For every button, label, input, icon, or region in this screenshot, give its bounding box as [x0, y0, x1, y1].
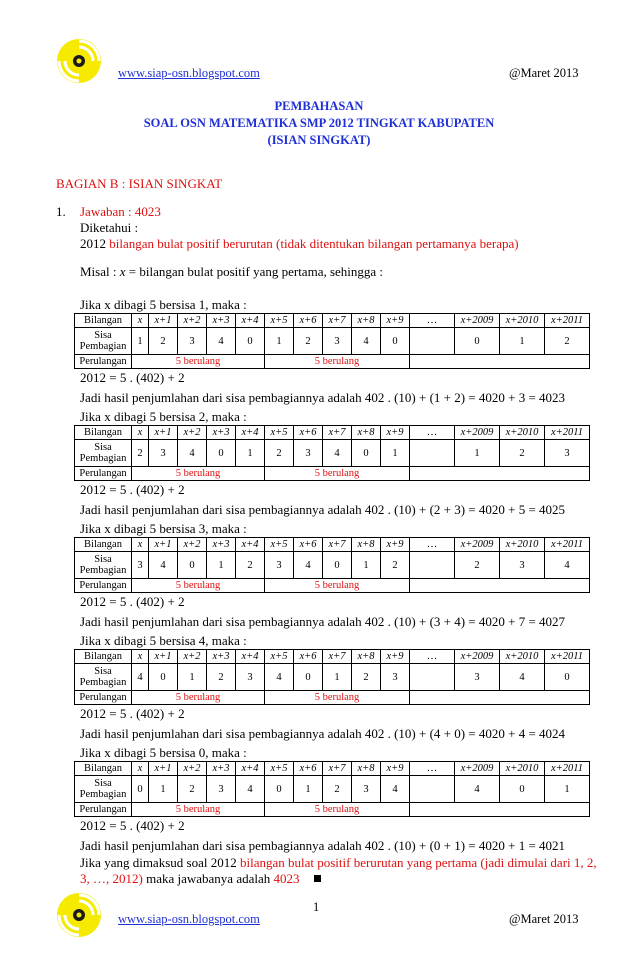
case-intro: Jika x dibagi 5 bersisa 1, maka :: [80, 297, 247, 312]
conclusion-line1: [80, 854, 597, 871]
section-heading: BAGIAN B : ISIAN SINGKAT: [56, 176, 223, 191]
repeat-empty: [410, 467, 590, 481]
table-header-cell: x+5: [265, 314, 294, 328]
remainder-cell: 0: [236, 328, 265, 355]
remainder-cell: 1: [149, 776, 178, 803]
table-row: [75, 691, 590, 705]
table-header-cell: x+2010: [500, 538, 545, 552]
remainder-cell: 4: [149, 552, 178, 579]
repeat-group-2: 5 berulang: [265, 803, 410, 817]
remainder-cell: 4: [236, 776, 265, 803]
remainder-cell: 1: [352, 552, 381, 579]
remainder-cell: 2: [207, 664, 236, 691]
remainder-cell: 3: [352, 776, 381, 803]
remainder-cell: 0: [265, 776, 294, 803]
case-block: [80, 520, 590, 630]
problem-number: 1.: [56, 204, 66, 219]
table-header-cell: x: [132, 762, 149, 776]
table-header-cell: x+5: [265, 650, 294, 664]
repeat-group-1: 5 berulang: [132, 355, 265, 369]
misal-post: = bilangan bulat positif yang pertama, sehingga :: [125, 264, 384, 279]
remainder-cell: 3: [265, 552, 294, 579]
remainder-cell: 3: [545, 440, 590, 467]
table-header-cell: x+9: [381, 314, 410, 328]
table-header-cell: x+2: [178, 762, 207, 776]
remainder-cell: 0: [500, 776, 545, 803]
answer-label: Jawaban : 4023: [80, 204, 161, 219]
table-header-cell: x+2010: [500, 650, 545, 664]
table-header-cell: x+2011: [545, 426, 590, 440]
remainder-cell: 4: [500, 664, 545, 691]
site-logo: [56, 38, 102, 89]
table-header-cell: x+8: [352, 762, 381, 776]
table-header-cell: x+9: [381, 650, 410, 664]
case-result: Jadi hasil penjumlahan dari sisa pembagiannya adalah 402 . (10) + (4 + 0) = 4020 + 4 = 4024: [80, 726, 566, 741]
sisa-label-line1: Sisa: [94, 666, 112, 677]
perulangan-label: Perulangan: [75, 803, 132, 817]
remainder-cell: 2: [149, 328, 178, 355]
remainder-cell: 4: [455, 776, 500, 803]
case-result: Jadi hasil penjumlahan dari sisa pembagiannya adalah 402 . (10) + (1 + 2) = 4020 + 3 = 4023: [80, 390, 566, 405]
table-header-cell: x+3: [207, 314, 236, 328]
perulangan-label: Perulangan: [75, 355, 132, 369]
table-header-cell: Bilangan: [75, 426, 132, 440]
title-line1: PEMBAHASAN: [274, 99, 364, 113]
remainder-cell: 4: [178, 440, 207, 467]
case-intro: Jika x dibagi 5 bersisa 4, maka :: [80, 633, 247, 648]
remainder-cell: 2: [323, 776, 352, 803]
table-row: [75, 467, 590, 481]
misal-statement: [80, 263, 383, 280]
table-header-cell: x+7: [323, 650, 352, 664]
remainder-cell: 2: [236, 552, 265, 579]
remainder-cell: [410, 440, 455, 467]
remainder-cell: 4: [545, 552, 590, 579]
table-header-cell: x+2009: [455, 650, 500, 664]
table-header-cell: x+2010: [500, 762, 545, 776]
table-header-cell: x+2: [178, 538, 207, 552]
remainder-cell: 2: [265, 440, 294, 467]
table-header-cell: x+6: [294, 762, 323, 776]
table-header-cell: x+5: [265, 426, 294, 440]
sisa-label: [75, 328, 132, 355]
table-header-cell: x+6: [294, 426, 323, 440]
remainder-cell: [410, 664, 455, 691]
case-intro: Jika x dibagi 5 bersisa 3, maka :: [80, 521, 247, 536]
misal-var: x: [119, 264, 126, 279]
repeat-empty: [410, 691, 590, 705]
remainder-cell: 3: [207, 776, 236, 803]
remainder-cell: 1: [294, 776, 323, 803]
table-header-cell: x+3: [207, 538, 236, 552]
table-header-cell: x+4: [236, 650, 265, 664]
known-number: 2012: [80, 236, 106, 251]
sisa-label-line1: Sisa: [94, 442, 112, 453]
remainder-cell: 1: [178, 664, 207, 691]
remainder-cell: 0: [207, 440, 236, 467]
remainder-cell: 4: [207, 328, 236, 355]
repeat-group-1: 5 berulang: [132, 803, 265, 817]
remainder-cell: 2: [381, 552, 410, 579]
repeat-group-2: 5 berulang: [265, 691, 410, 705]
remainder-cell: 2: [132, 440, 149, 467]
header-site-link[interactable]: www.siap-osn.blogspot.com: [118, 66, 260, 80]
table-header-cell: x: [132, 426, 149, 440]
remainder-cell: 4: [323, 440, 352, 467]
remainder-cell: 0: [132, 776, 149, 803]
case-intro: Jika x dibagi 5 bersisa 2, maka :: [80, 409, 247, 424]
remainder-cell: 0: [149, 664, 178, 691]
known-label: Diketahui :: [80, 220, 139, 235]
perulangan-label: Perulangan: [75, 579, 132, 593]
table-header-cell: x+2: [178, 314, 207, 328]
table-header-cell: x+2010: [500, 314, 545, 328]
remainder-cell: 2: [545, 328, 590, 355]
remainder-cell: 3: [323, 328, 352, 355]
table-header-cell: x+4: [236, 538, 265, 552]
case-block: [80, 632, 590, 742]
table-header-cell: x+8: [352, 538, 381, 552]
remainder-cell: [410, 552, 455, 579]
remainder-cell: 4: [265, 664, 294, 691]
sisa-label-line2: Pembagian: [79, 789, 127, 800]
table-header-row: [75, 762, 590, 776]
table-header-cell: x+7: [323, 538, 352, 552]
table-header-cell: x+1: [149, 314, 178, 328]
sisa-label-line1: Sisa: [94, 778, 112, 789]
table-header-cell: x+2011: [545, 538, 590, 552]
table-header-cell: x+1: [149, 762, 178, 776]
case-result: Jadi hasil penjumlahan dari sisa pembagiannya adalah 402 . (10) + (0 + 1) = 4020 + 1 = 4021: [80, 838, 566, 853]
table-row: [75, 579, 590, 593]
sisa-label: [75, 552, 132, 579]
remainder-cell: 3: [455, 664, 500, 691]
title-line3: (ISIAN SINGKAT): [267, 133, 371, 147]
remainder-cell: 2: [500, 440, 545, 467]
table-header-cell: Bilangan: [75, 762, 132, 776]
remainder-table: [74, 425, 590, 481]
table-header-cell: Bilangan: [75, 314, 132, 328]
footer-date: @Maret 2013: [509, 912, 579, 926]
table-header-cell: …: [410, 314, 455, 328]
repeat-group-2: 5 berulang: [265, 467, 410, 481]
remainder-cell: 4: [132, 664, 149, 691]
remainder-table: [74, 313, 590, 369]
footer-logo: [56, 892, 102, 943]
header-date: @Maret 2013: [509, 66, 579, 80]
repeat-empty: [410, 803, 590, 817]
table-header-row: [75, 314, 590, 328]
table-header-cell: x+2009: [455, 314, 500, 328]
repeat-empty: [410, 579, 590, 593]
conclusion-line2: [80, 870, 321, 887]
conclusion-pre: Jika yang dimaksud soal 2012: [80, 855, 240, 870]
remainder-cell: [410, 776, 455, 803]
known-statement: [80, 235, 519, 252]
perulangan-label: Perulangan: [75, 691, 132, 705]
remainder-cell: 0: [455, 328, 500, 355]
remainder-cell: 3: [381, 664, 410, 691]
sisa-label-line1: Sisa: [94, 554, 112, 565]
table-header-cell: x+2: [178, 650, 207, 664]
page-number: 1: [313, 900, 320, 914]
logo-icon: [56, 38, 102, 84]
sisa-label-line2: Pembagian: [79, 677, 127, 688]
remainder-table: [74, 537, 590, 593]
conclusion-red2: 3, …, 2012): [80, 871, 143, 886]
case-result: Jadi hasil penjumlahan dari sisa pembagiannya adalah 402 . (10) + (2 + 3) = 4020 + 5 = 4025: [80, 502, 566, 517]
remainder-cell: 2: [178, 776, 207, 803]
table-header-cell: x+2009: [455, 762, 500, 776]
remainder-cell: 0: [294, 664, 323, 691]
sisa-label-line2: Pembagian: [79, 453, 127, 464]
remainder-cell: 3: [236, 664, 265, 691]
remainder-cell: 1: [323, 664, 352, 691]
remainder-cell: 1: [236, 440, 265, 467]
table-header-cell: …: [410, 426, 455, 440]
table-header-cell: x+1: [149, 538, 178, 552]
remainder-cell: 1: [455, 440, 500, 467]
table-header-cell: x+8: [352, 314, 381, 328]
repeat-group-2: 5 berulang: [265, 355, 410, 369]
table-header-cell: x+8: [352, 426, 381, 440]
division-equation: 2012 = 5 . (402) + 2: [80, 594, 185, 609]
table-header-cell: x+2: [178, 426, 207, 440]
table-header-cell: x+4: [236, 762, 265, 776]
table-header-cell: x+2011: [545, 650, 590, 664]
remainder-cell: 0: [352, 440, 381, 467]
table-header-cell: x+9: [381, 426, 410, 440]
remainder-cell: 1: [207, 552, 236, 579]
misal-pre: Misal :: [80, 264, 120, 279]
remainder-cell: 2: [352, 664, 381, 691]
table-header-row: [75, 426, 590, 440]
table-header-cell: x+4: [236, 314, 265, 328]
perulangan-label: Perulangan: [75, 467, 132, 481]
sisa-label: [75, 776, 132, 803]
table-header-cell: x+6: [294, 538, 323, 552]
table-header-cell: …: [410, 650, 455, 664]
remainder-cell: 0: [381, 328, 410, 355]
remainder-cell: 1: [132, 328, 149, 355]
remainder-cell: 4: [352, 328, 381, 355]
repeat-group-1: 5 berulang: [132, 467, 265, 481]
table-header-cell: Bilangan: [75, 538, 132, 552]
table-header-cell: x+7: [323, 762, 352, 776]
remainder-cell: 3: [178, 328, 207, 355]
remainder-cell: 3: [294, 440, 323, 467]
conclusion-answer: 4023: [273, 871, 300, 886]
remainder-cell: 3: [500, 552, 545, 579]
remainder-cell: 3: [149, 440, 178, 467]
conclusion-red1: bilangan bulat positif berurutan yang pertama (jadi dimulai dari 1, 2,: [239, 855, 597, 870]
remainder-cell: 0: [323, 552, 352, 579]
title-line2: SOAL OSN MATEMATIKA SMP 2012 TINGKAT KABUPATEN: [143, 116, 495, 130]
table-header-cell: x+8: [352, 650, 381, 664]
remainder-cell: 4: [294, 552, 323, 579]
remainder-cell: 4: [381, 776, 410, 803]
remainder-cell: 2: [294, 328, 323, 355]
table-header-cell: x: [132, 650, 149, 664]
case-block: [80, 296, 590, 406]
division-equation: 2012 = 5 . (402) + 2: [80, 818, 185, 833]
conclusion-mid: maka jawabanya adalah: [142, 871, 274, 886]
remainder-cell: 3: [132, 552, 149, 579]
table-header-cell: x: [132, 538, 149, 552]
table-header-cell: x+2009: [455, 538, 500, 552]
table-row: [75, 776, 590, 803]
table-header-row: [75, 650, 590, 664]
division-equation: 2012 = 5 . (402) + 2: [80, 482, 185, 497]
table-header-cell: x+5: [265, 762, 294, 776]
remainder-cell: 2: [455, 552, 500, 579]
table-row: [75, 803, 590, 817]
table-header-cell: x: [132, 314, 149, 328]
table-header-cell: x+2011: [545, 314, 590, 328]
known-desc: bilangan bulat positif berurutan (tidak ditentukan bilangan pertamanya berapa): [106, 236, 519, 251]
table-row: [75, 440, 590, 467]
table-header-cell: x+7: [323, 426, 352, 440]
remainder-cell: 1: [500, 328, 545, 355]
table-header-cell: x+5: [265, 538, 294, 552]
sisa-label: [75, 664, 132, 691]
table-header-cell: Bilangan: [75, 650, 132, 664]
logo-icon: [56, 892, 102, 938]
table-header-cell: x+3: [207, 650, 236, 664]
table-header-cell: x+1: [149, 650, 178, 664]
remainder-table: [74, 649, 590, 705]
remainder-cell: 1: [265, 328, 294, 355]
case-result: Jadi hasil penjumlahan dari sisa pembagiannya adalah 402 . (10) + (3 + 4) = 4020 + 7 = 4027: [80, 614, 566, 629]
case-block: [80, 744, 590, 854]
table-header-cell: x+2010: [500, 426, 545, 440]
table-header-cell: …: [410, 762, 455, 776]
table-header-cell: x+7: [323, 314, 352, 328]
remainder-cell: 0: [545, 664, 590, 691]
repeat-group-1: 5 berulang: [132, 579, 265, 593]
remainder-cell: [410, 328, 455, 355]
repeat-empty: [410, 355, 590, 369]
table-header-cell: x+4: [236, 426, 265, 440]
sisa-label-line2: Pembagian: [79, 565, 127, 576]
remainder-cell: 1: [545, 776, 590, 803]
table-header-cell: x+6: [294, 650, 323, 664]
table-header-row: [75, 538, 590, 552]
sisa-label: [75, 440, 132, 467]
table-row: [75, 328, 590, 355]
footer-site-link[interactable]: www.siap-osn.blogspot.com: [118, 912, 260, 926]
case-intro: Jika x dibagi 5 bersisa 0, maka :: [80, 745, 247, 760]
table-header-cell: x+2011: [545, 762, 590, 776]
division-equation: 2012 = 5 . (402) + 2: [80, 706, 185, 721]
table-header-cell: x+1: [149, 426, 178, 440]
repeat-group-2: 5 berulang: [265, 579, 410, 593]
table-header-cell: x+9: [381, 538, 410, 552]
remainder-cell: 0: [178, 552, 207, 579]
division-equation: 2012 = 5 . (402) + 2: [80, 370, 185, 385]
table-header-cell: …: [410, 538, 455, 552]
table-header-cell: x+3: [207, 426, 236, 440]
remainder-table: [74, 761, 590, 817]
table-header-cell: x+9: [381, 762, 410, 776]
table-row: [75, 355, 590, 369]
case-block: [80, 408, 590, 518]
repeat-group-1: 5 berulang: [132, 691, 265, 705]
table-row: [75, 664, 590, 691]
remainder-cell: 1: [381, 440, 410, 467]
table-header-cell: x+3: [207, 762, 236, 776]
table-header-cell: x+2009: [455, 426, 500, 440]
qed-square-icon: [314, 875, 321, 882]
sisa-label-line1: Sisa: [94, 330, 112, 341]
table-row: [75, 552, 590, 579]
sisa-label-line2: Pembagian: [79, 341, 127, 352]
table-header-cell: x+6: [294, 314, 323, 328]
